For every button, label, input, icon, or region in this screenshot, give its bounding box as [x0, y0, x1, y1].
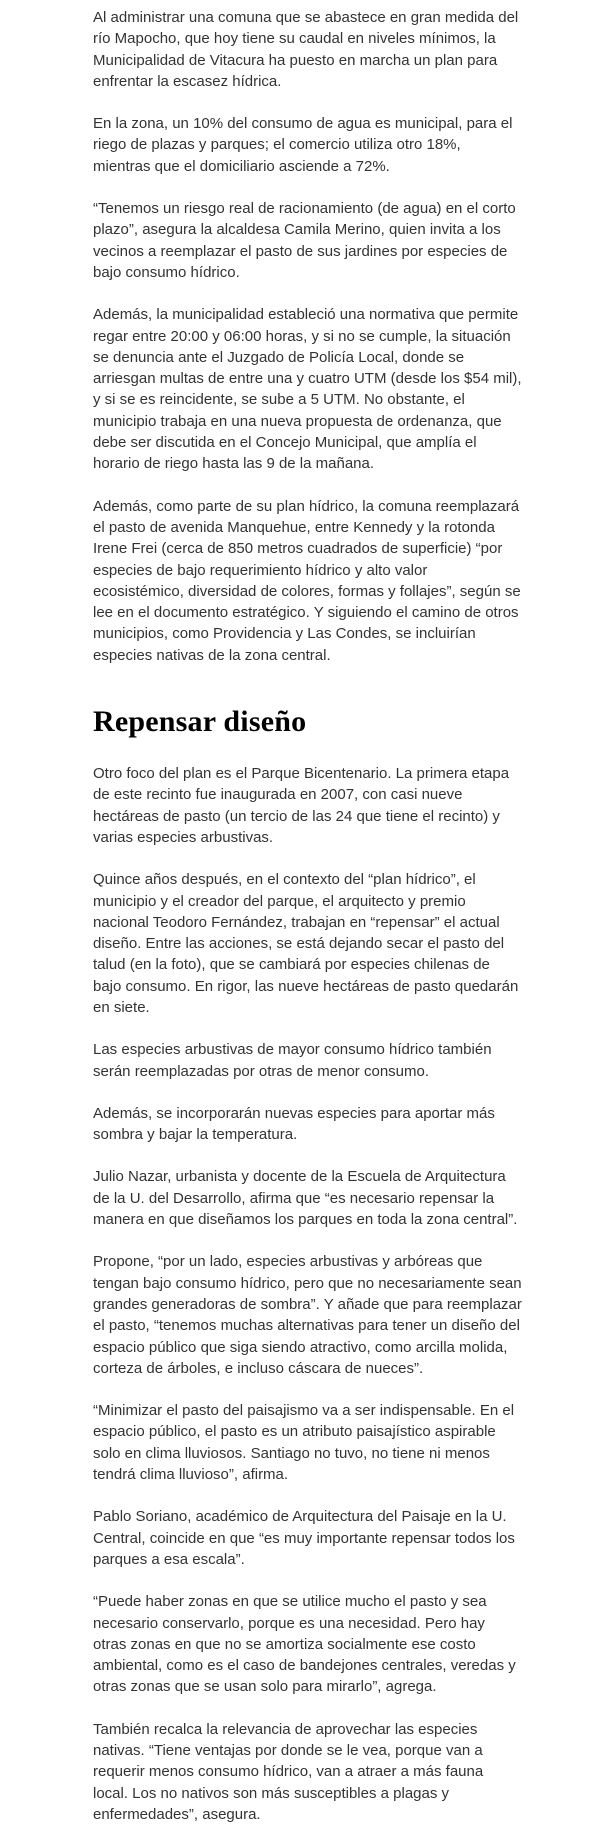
article-paragraph: Quince años después, en el contexto del “plan hídrico”, el municipio y el creador del parque, el arquitecto y premio nacional Teodoro Fernández, trabajan en “repensar” el actual diseño. Entre las acciones, se está dejando secar el pasto del talud (en la foto), que se cambiará por especies chilenas de bajo consumo. En rigor, las nueve hectáreas de pasto quedarán en siete. [93, 871, 519, 1016]
article-paragraph: Otro foco del plan es el Parque Bicentenario. La primera etapa de este recinto fue inaugurada en 2007, con casi nueve hectáreas de pasto (un tercio de las 24 que tiene el recinto) y varias especies arbustivas. [93, 765, 510, 846]
article-paragraph: Además, se incorporarán nuevas especies para aportar más sombra y bajar la temperatura. [93, 1104, 495, 1144]
article-paragraph: Julio Nazar, urbanista y docente de la Escuela de Arquitectura de la U. del Desarrollo, afirma que “es necesario repensar la manera en que diseñamos los parques en toda la zona central”. [93, 1168, 518, 1229]
article-paragraph: En la zona, un 10% del consumo de agua es municipal, para el riego de plazas y parques; el comercio utiliza otro 18%, mientras que el domiciliario asciende a 72%. [93, 115, 513, 175]
article-paragraph: “Puede haber zonas en que se utilice mucho el pasto y sea necesario conservarlo, porque es una necesidad. Pero hay otras zonas en que no se amortiza socialmente ese costo ambiental, como es el caso de bandejones centrales, veredas y otras zonas que se usan solo para mirarlo”, agrega. [93, 1593, 516, 1696]
article-body [93, 0, 522, 1825]
article-paragraph: Pablo Soriano, académico de Arquitectura del Paisaje en la U. Central, coincide en que “es muy importante repensar todos los parques a esa escala”. [93, 1508, 515, 1568]
article-paragraph: Las especies arbustivas de mayor consumo hídrico también serán reemplazadas por otras de menor consumo. [93, 1041, 492, 1080]
article-paragraph: Propone, “por un lado, especies arbustivas y arbóreas que tengan bajo consumo hídrico, pero que no necesariamente sean grandes generadoras de sombra”. Y añade que para reemplazar el pasto, “tenemos muchas alternativas para tener un diseño del espacio público que siga siendo atractivo, como arcilla molida, corteza de árboles, e incluso cáscara de nueces”. [93, 1253, 522, 1377]
article-paragraph: “Tenemos un riesgo real de racionamiento (de agua) en el corto plazo”, asegura la alcaldesa Camila Merino, quien invita a los vecinos a reemplazar el pasto de sus jardines por especies de bajo consumo hídrico. [93, 200, 516, 281]
section-heading: Repensar diseño [93, 705, 307, 739]
article-paragraph: Al administrar una comuna que se abastece en gran medida del río Mapocho, que hoy tiene su caudal en niveles mínimos, la Municipalidad de Vitacura ha puesto en marcha un plan para enfrentar la escasez hídrica. [93, 9, 519, 90]
article-paragraph: Además, la municipalidad estableció una normativa que permite regar entre 20:00 y 06:00 horas, y si no se cumple, la situación se denuncia ante el Juzgado de Policía Local, donde se arriesgan multas de entre una y cuatro UTM (desde los $54 mil), y si se es reincidente, se sube a 5 UTM. No obstante, el municipio trabaja en una nueva propuesta de ordenanza, que debe ser discutida en el Concejo Municipal, que amplía el horario de riego hasta las 9 de la mañana. [93, 306, 522, 473]
article-paragraph: También recalca la relevancia de aprovechar las especies nativas. “Tiene ventajas por donde se le vea, porque van a requerir menos consumo hídrico, van a atraer a más fauna local. Los no nativos son más susceptibles a plagas y enfermedades”, asegura. [93, 1720, 484, 1823]
article-paragraph: Además, como parte de su plan hídrico, la comuna reemplazará el pasto de avenida Manquehue, entre Kennedy y la rotonda Irene Frei (cerca de 850 metros cuadrados de superficie) “por especies de bajo requerimiento hídrico y alto valor ecosistémico, diversidad de colores, formas y follajes”, según se lee en el documento estratégico. Y siguiendo el camino de otros municipios, como Providencia y Las Condes, se incluirían especies nativas de la zona central. [93, 497, 521, 664]
article-paragraph: “Minimizar el pasto del paisajismo va a ser indispensable. En el espacio público, el pasto es un atributo paisajístico aspirable solo en clima lluviosos. Santiago no tuvo, no tiene ni menos tendrá clima lluvioso”, afirma. [93, 1402, 515, 1484]
